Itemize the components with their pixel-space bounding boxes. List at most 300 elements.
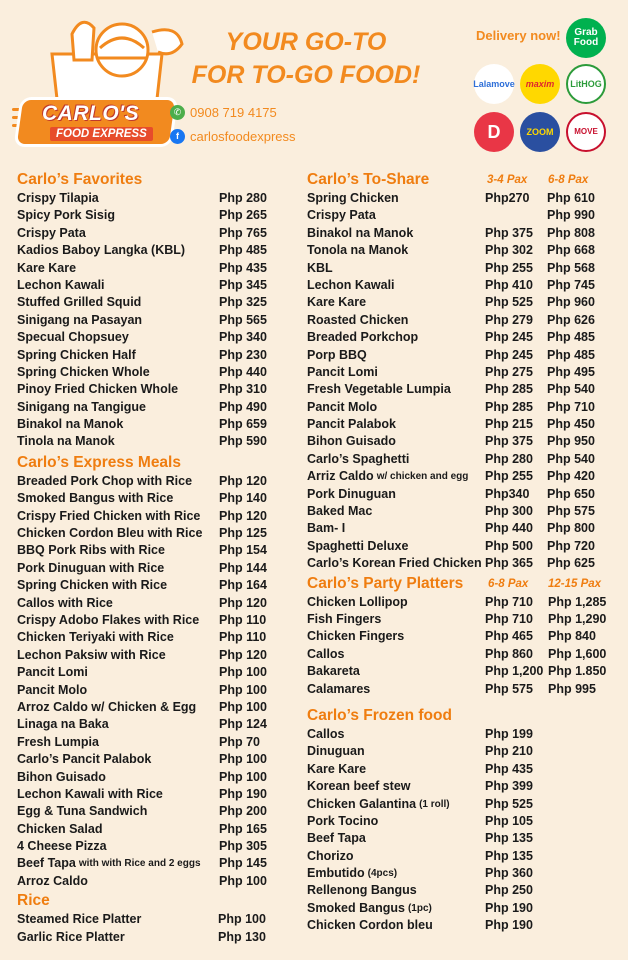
item-price: Php 100 (219, 752, 267, 767)
item-price-large: Php 540 (547, 382, 595, 397)
menu-item[interactable] (307, 520, 622, 537)
menu-item[interactable] (307, 726, 622, 743)
menu-item[interactable] (307, 416, 622, 433)
item-price-large: Php 995 (548, 681, 596, 696)
item-price: Php 435 (485, 761, 533, 776)
menu-item[interactable] (17, 734, 287, 751)
item-price-small: Php 500 (485, 538, 533, 553)
tagline-line1: YOUR GO-TO (225, 28, 387, 56)
food-bag-icon (12, 14, 192, 114)
menu-item[interactable] (17, 508, 287, 525)
item-price-small: Php 255 (485, 260, 533, 275)
menu-item[interactable] (17, 416, 287, 433)
menu-item[interactable] (17, 803, 287, 820)
item-price-small: Php 245 (485, 347, 533, 362)
item-name: Smoked Bangus with Rice (17, 491, 174, 506)
to-share-header (307, 170, 622, 190)
brand-sub: FOOD EXPRESS (50, 127, 153, 141)
menu-item[interactable] (17, 664, 287, 681)
phone-row (170, 100, 296, 124)
menu-item[interactable] (307, 611, 622, 628)
lalamove-logo[interactable]: Lalamove (474, 64, 514, 104)
menu-item[interactable] (307, 663, 622, 680)
item-price-small: Php 465 (485, 629, 533, 644)
item-price: Php 190 (219, 786, 267, 801)
item-price-large: Php 950 (547, 434, 595, 449)
rice-list (17, 911, 287, 946)
item-price: Php 135 (485, 831, 533, 846)
menu-item[interactable] (307, 646, 622, 663)
item-price-small: Php 280 (485, 451, 533, 466)
right-column (307, 170, 622, 935)
item-price: Php 435 (219, 260, 267, 275)
menu-item[interactable] (307, 796, 622, 813)
menu-item[interactable] (307, 207, 622, 224)
phone-number[interactable]: 0908 719 4175 (190, 104, 277, 120)
item-name: Dinuguan (307, 744, 365, 759)
frozen-title: Carlo’s Frozen food (307, 706, 452, 724)
menu-item[interactable] (17, 473, 287, 490)
menu-item[interactable] (17, 347, 287, 364)
menu-item[interactable] (17, 225, 287, 242)
menu-item[interactable] (17, 433, 287, 450)
item-price-large: Php 450 (547, 417, 595, 432)
menu-item[interactable] (17, 647, 287, 664)
item-price: Php 485 (219, 243, 267, 258)
item-price: Php 110 (219, 612, 267, 627)
item-name: KBL (307, 260, 333, 275)
item-name: Pancit Molo (307, 399, 378, 414)
item-note: w/ chicken and egg (376, 471, 469, 483)
menu-item[interactable] (307, 882, 622, 899)
brand-name: CARLO'S (42, 102, 140, 125)
item-price-large: Php 668 (547, 243, 595, 258)
item-name: Chicken Fingers (307, 629, 405, 644)
item-price: Php 659 (219, 417, 267, 432)
item-price: Php 265 (219, 208, 267, 223)
item-name: Specual Chopsuey (17, 330, 129, 345)
delivery-label: Delivery now! (476, 28, 561, 43)
item-price-large: Php 710 (547, 399, 595, 414)
item-price-small: Php 710 (485, 611, 533, 626)
frozen-list (307, 726, 622, 935)
item-price: Php 165 (219, 821, 267, 836)
item-price-large: Php 1.850 (548, 664, 607, 679)
item-price-large: Php 540 (547, 451, 595, 466)
menu-item[interactable] (17, 242, 287, 259)
menu-item[interactable] (17, 873, 287, 890)
item-name: Callos (307, 646, 345, 661)
item-note: with with Rice and 2 eggs (78, 858, 201, 870)
item-price: Php 190 (485, 918, 533, 933)
item-price-small: Php 410 (485, 277, 533, 292)
item-name: Stuffed Grilled Squid (17, 295, 142, 310)
item-price-large: Php 610 (547, 191, 595, 205)
menu-item[interactable] (307, 538, 622, 555)
item-price-large: Php 840 (548, 629, 596, 644)
item-name: Linaga na Baka (17, 717, 109, 732)
item-name: Fish Fingers (307, 611, 382, 626)
item-price: Php 100 (219, 769, 267, 784)
menu-item[interactable] (17, 855, 287, 872)
menu-item[interactable] (17, 399, 287, 416)
item-name: Bam- I (307, 521, 346, 536)
item-name: Chicken Cordon Bleu with Rice (17, 526, 203, 541)
menu-item[interactable] (17, 381, 287, 398)
to-share-list (307, 190, 622, 573)
item-name: Pancit Lomi (17, 665, 88, 680)
item-name: Korean beef stew (307, 779, 411, 794)
menu-item[interactable] (17, 542, 287, 559)
item-price: Php 100 (219, 665, 267, 680)
item-name: Kare Kare (17, 260, 77, 275)
item-price-large: Php 800 (547, 521, 595, 536)
item-name: Binakol na Manok (17, 417, 124, 432)
item-price-small: Php 255 (485, 469, 533, 484)
item-price: Php 210 (485, 744, 533, 759)
item-name: Tonola na Manok (307, 243, 409, 258)
item-price-small: Php270 (485, 191, 530, 205)
menu-item[interactable] (17, 312, 287, 329)
item-price: Php 345 (219, 277, 267, 292)
item-name: BBQ Pork Ribs with Rice (17, 543, 165, 558)
menu-item[interactable] (307, 347, 622, 364)
item-price: Php 250 (485, 883, 533, 898)
menu-item[interactable] (307, 277, 622, 294)
zoom-logo[interactable]: ZOOM (520, 112, 560, 152)
item-name: Lechon Paksiw with Rice (17, 647, 166, 662)
item-price: Php 200 (219, 804, 267, 819)
menu-item[interactable] (307, 555, 622, 572)
maxim-logo[interactable]: maxim (520, 64, 560, 104)
move-logo[interactable]: MOVE (566, 112, 606, 152)
item-name: Chicken Salad (17, 821, 103, 836)
menu-item[interactable] (17, 699, 287, 716)
menu-item[interactable] (307, 503, 622, 520)
item-price: Php 490 (219, 399, 267, 414)
item-price-small: Php 375 (485, 225, 533, 240)
party-title: Carlo’s Party Platters (307, 574, 464, 592)
item-price: Php 100 (219, 699, 267, 714)
menu-item[interactable] (17, 821, 287, 838)
item-price: Php 130 (218, 929, 266, 944)
item-price-large: Php 485 (547, 347, 595, 362)
item-name: Beef Tapa (307, 831, 366, 846)
item-price: Php 135 (485, 848, 533, 863)
menu-item[interactable] (307, 312, 622, 329)
item-price-large: Php 420 (547, 469, 595, 484)
item-name: Sinigang na Pasayan (17, 312, 143, 327)
item-name: Bakareta (307, 664, 360, 679)
menu-item[interactable] (17, 769, 287, 786)
item-price: Php 590 (219, 434, 267, 449)
item-name: Spicy Pork Sisig (17, 208, 115, 223)
menu-item[interactable] (17, 260, 287, 277)
menu-item[interactable] (307, 260, 622, 277)
item-name: Pork Tocino (307, 813, 379, 828)
menu-item[interactable] (17, 629, 287, 646)
item-name: Egg & Tuna Sandwich (17, 804, 148, 819)
item-price: Php 154 (219, 543, 267, 558)
item-price-small: Php 279 (485, 312, 533, 327)
menu-item[interactable] (307, 451, 622, 468)
item-name: Pork Dinuguan (307, 486, 396, 501)
item-price-small: Php 525 (485, 295, 533, 310)
item-name: Lechon Kawali (17, 277, 105, 292)
menu-item[interactable] (307, 900, 622, 917)
item-name: Steamed Rice Platter (17, 912, 142, 927)
left-column (17, 170, 287, 946)
menu-item[interactable] (17, 329, 287, 346)
to-share-title: Carlo’s To-Share (307, 171, 430, 188)
menu-item[interactable] (307, 848, 622, 865)
item-price: Php 120 (219, 595, 267, 610)
item-name: Lechon Kawali (307, 277, 395, 292)
menu-item[interactable] (307, 190, 622, 207)
menu-item[interactable] (17, 716, 287, 733)
item-note: (1pc) (407, 902, 432, 914)
item-name: Kadios Baboy Langka (KBL) (17, 243, 186, 258)
menu-item[interactable] (17, 277, 287, 294)
facebook-icon: f (170, 129, 185, 144)
item-price: Php 100 (218, 912, 266, 927)
to-share-col2: 6-8 Pax (548, 174, 589, 186)
menu-item[interactable] (17, 190, 287, 207)
menu-item[interactable] (307, 225, 622, 242)
item-price: Php 100 (219, 873, 267, 888)
item-name: Spring Chicken Half (17, 347, 136, 362)
menu-item[interactable] (17, 294, 287, 311)
menu-item[interactable] (307, 628, 622, 645)
item-price-large: Php 808 (547, 225, 595, 240)
menu-item[interactable] (307, 778, 622, 795)
item-price-large: Php 1,290 (548, 611, 607, 626)
item-price: Php 125 (219, 526, 267, 541)
item-name: Chorizo (307, 848, 354, 863)
item-price-large: Php 495 (547, 364, 595, 379)
party-header (307, 574, 622, 594)
item-price: Php 120 (219, 647, 267, 662)
item-price-large: Php 575 (547, 504, 595, 519)
contact-info (170, 100, 296, 148)
item-price-large: Php 650 (547, 486, 595, 501)
item-price-small: Php 275 (485, 364, 533, 379)
item-price-large: Php 485 (547, 330, 595, 345)
item-price: Php 100 (219, 682, 267, 697)
item-price: Php 140 (219, 491, 267, 506)
item-price-small: Php340 (485, 486, 530, 501)
menu-item[interactable] (17, 490, 287, 507)
item-name: Lechon Kawali with Rice (17, 786, 163, 801)
menu-item[interactable] (307, 381, 622, 398)
menu-item[interactable] (17, 612, 287, 629)
logo (12, 14, 192, 154)
item-name: Bihon Guisado (17, 769, 106, 784)
item-price-large: Php 960 (547, 295, 595, 310)
menu-item[interactable] (307, 468, 622, 485)
item-price-small: Php 300 (485, 504, 533, 519)
menu-item[interactable] (307, 681, 622, 698)
menu-item[interactable] (307, 433, 622, 450)
menu-item[interactable] (17, 786, 287, 803)
party-list (307, 594, 622, 698)
item-price-small: Php 575 (485, 681, 533, 696)
item-price: Php 120 (219, 508, 267, 523)
menu-item[interactable] (307, 399, 622, 416)
item-price-small: Php 365 (485, 556, 533, 571)
item-price: Php 325 (219, 295, 267, 310)
item-name: Carlo’s Korean Fried Chicken (307, 556, 482, 571)
express-list (17, 473, 287, 890)
item-name: Crispy Pata (17, 225, 86, 240)
menu-item[interactable] (307, 242, 622, 259)
item-name: Chicken Galantina (307, 796, 417, 811)
item-price: Php 110 (219, 630, 267, 645)
item-price: Php 399 (485, 779, 533, 794)
item-name: Calamares (307, 681, 371, 696)
item-price: Php 305 (219, 839, 267, 854)
lithog-logo[interactable]: LitHOG (566, 64, 606, 104)
item-name: Pancit Lomi (307, 364, 378, 379)
item-price: Php 565 (219, 312, 267, 327)
menu-item[interactable] (307, 761, 622, 778)
item-name: Pork Dinuguan with Rice (17, 560, 165, 575)
menu-item[interactable] (17, 595, 287, 612)
item-name: Tinola na Manok (17, 434, 115, 449)
menu-item[interactable] (307, 917, 622, 934)
item-note: (1 roll) (419, 798, 450, 810)
item-name: Chicken Teriyaki with Rice (17, 630, 174, 645)
item-name: Carlo’s Spaghetti (307, 451, 410, 466)
item-price-large: Php 745 (547, 277, 595, 292)
tagline (176, 26, 436, 92)
item-price: Php 199 (485, 726, 533, 741)
express-title: Carlo’s Express Meals (17, 453, 181, 471)
item-price-small: Php 285 (485, 382, 533, 397)
tagline-line2: FOR TO-GO FOOD! (191, 61, 421, 89)
item-name: Breaded Porkchop (307, 330, 419, 345)
item-name: Bihon Guisado (307, 434, 396, 449)
grabfood-logo[interactable]: Grab Food (566, 18, 606, 58)
item-price: Php 440 (219, 364, 267, 379)
item-name: Garlic Rice Platter (17, 929, 125, 944)
favorites-title: Carlo’s Favorites (17, 171, 143, 188)
menu-item[interactable] (307, 830, 622, 847)
item-price-small: Php 245 (485, 330, 533, 345)
phone-icon: ✆ (170, 105, 185, 120)
item-name: Crispy Adobo Flakes with Rice (17, 612, 200, 627)
favorites-list (17, 190, 287, 451)
item-price: Php 124 (219, 717, 267, 732)
item-price: Php 280 (219, 191, 267, 205)
item-price: Php 360 (485, 866, 533, 881)
item-price: Php 145 (219, 856, 267, 871)
item-price-large: Php 1,600 (548, 646, 607, 661)
menu-item[interactable] (17, 577, 287, 594)
item-name: Crispy Pata (307, 208, 376, 223)
item-price-large: Php 720 (547, 538, 595, 553)
item-price: Php 190 (485, 900, 533, 915)
item-price: Php 310 (219, 382, 267, 397)
menu-item[interactable] (17, 682, 287, 699)
menu-item[interactable] (307, 594, 622, 611)
item-name: 4 Cheese Pizza (17, 839, 107, 854)
menu-item[interactable] (17, 838, 287, 855)
party-col2: 12-15 Pax (548, 577, 602, 590)
item-price-small: Php 302 (485, 243, 533, 258)
item-name: Roasted Chicken (307, 312, 409, 327)
item-name: Arroz Caldo w/ Chicken & Egg (17, 699, 197, 714)
item-name: Crispy Tilapia (17, 191, 99, 205)
item-name: Porp BBQ (307, 347, 367, 362)
item-name: Breaded Pork Chop with Rice (17, 473, 193, 488)
item-price: Php 144 (219, 560, 267, 575)
item-price-small: Php 375 (485, 434, 533, 449)
item-name: Chicken Cordon bleu (307, 918, 433, 933)
item-price: Php 525 (485, 796, 533, 811)
item-name: Crispy Fried Chicken with Rice (17, 508, 201, 523)
item-name: Arroz Caldo (17, 873, 88, 888)
menu-item[interactable] (17, 560, 287, 577)
menu-item[interactable] (17, 751, 287, 768)
item-price-small: Php 285 (485, 399, 533, 414)
item-name: Spaghetti Deluxe (307, 538, 409, 553)
menu-item[interactable] (17, 525, 287, 542)
item-price-large: Php 568 (547, 260, 595, 275)
facebook-handle[interactable]: carlosfoodexpress (190, 128, 296, 144)
item-price: Php 120 (219, 473, 267, 488)
menu-item[interactable] (17, 364, 287, 381)
item-name: Sinigang na Tangigue (17, 399, 146, 414)
facebook-row (170, 124, 296, 148)
item-price-small: Php 860 (485, 646, 533, 661)
item-name: Spring Chicken Whole (17, 364, 150, 379)
item-name: Kare Kare (307, 761, 367, 776)
item-price: Php 164 (219, 578, 267, 593)
menu-item[interactable] (307, 364, 622, 381)
item-name: Callos with Rice (17, 595, 113, 610)
d-delivery-logo[interactable]: D (474, 112, 514, 152)
item-name: Spring Chicken (307, 191, 399, 205)
menu-item[interactable] (17, 207, 287, 224)
menu-item[interactable] (17, 911, 287, 928)
menu-item[interactable] (17, 929, 287, 946)
menu-item[interactable] (307, 865, 622, 882)
menu-item[interactable] (307, 329, 622, 346)
item-name: Rellenong Bangus (307, 883, 417, 898)
menu-item[interactable] (307, 486, 622, 503)
item-price-small: Php 1,200 (485, 664, 544, 679)
item-price: Php 340 (219, 330, 267, 345)
item-name: Fresh Lumpia (17, 734, 99, 749)
item-name: Pancit Molo (17, 682, 88, 697)
item-name: Baked Mac (307, 504, 373, 519)
menu-item[interactable] (307, 294, 622, 311)
item-name: Chicken Lollipop (307, 594, 408, 609)
item-price-large: Php 625 (547, 556, 595, 571)
rice-title: Rice (17, 892, 50, 910)
item-note: (4pcs) (367, 868, 398, 880)
item-price: Php 765 (219, 225, 267, 240)
item-price: Php 70 (219, 734, 260, 749)
menu-item[interactable] (307, 813, 622, 830)
item-price-small: Php 440 (485, 521, 533, 536)
header (0, 0, 628, 160)
item-price-small: Php 215 (485, 417, 533, 432)
item-name: Embutido (307, 866, 365, 881)
item-name: Beef Tapa (17, 856, 76, 871)
menu-item[interactable] (307, 743, 622, 760)
